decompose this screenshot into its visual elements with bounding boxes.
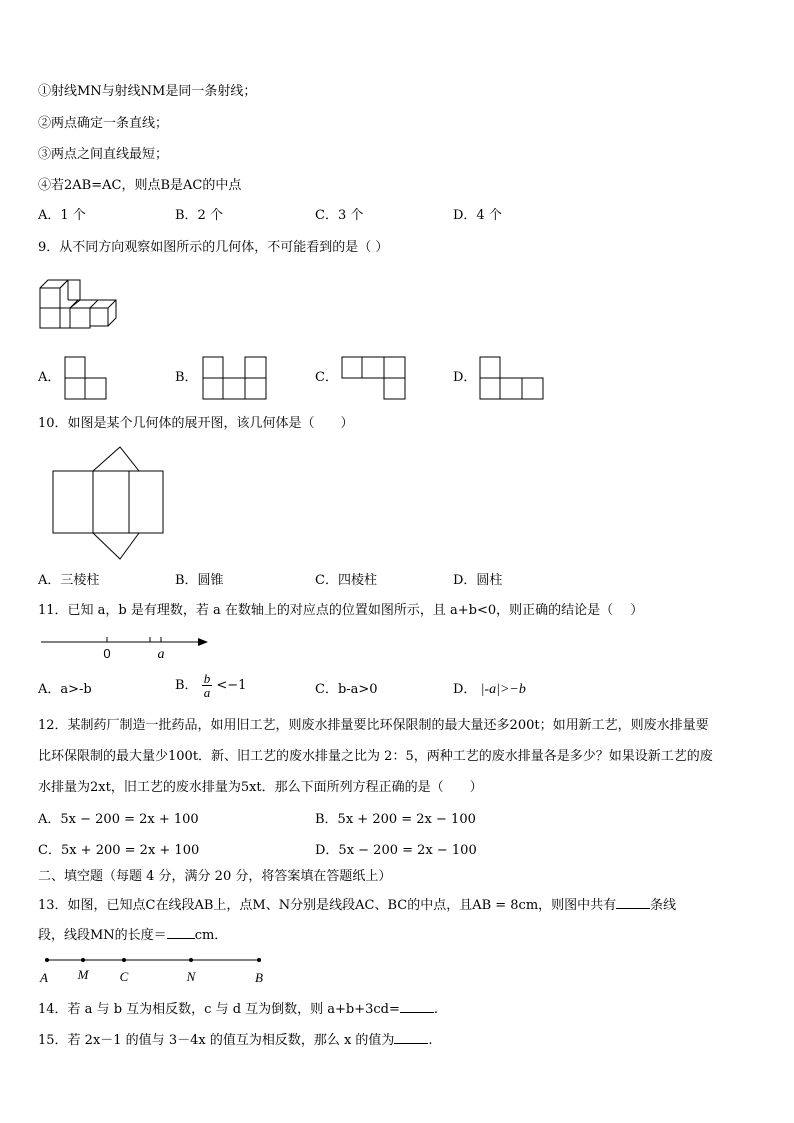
number-line-a-label: a	[157, 647, 165, 662]
q14-text: 14．若 a 与 b 互为相反数，c 与 d 互为倒数，则 a+b+3cd=	[38, 1002, 400, 1017]
q9-solid-figure	[38, 276, 120, 334]
q10-option-c: C．四棱柱	[315, 573, 377, 588]
q11-ticks	[40, 632, 210, 646]
q12-option-d: D．5x − 200 = 2x − 100	[315, 843, 477, 858]
q14-end: .	[433, 1002, 439, 1017]
q9-option-a-label: A．	[38, 370, 61, 385]
q8-option-d: D．4 个	[453, 208, 502, 223]
q9-stem: 9．从不同方向观察如图所示的几何体，不可能看到的是（ ）	[38, 240, 389, 255]
q10-stem: 10．如图是某个几何体的展开图，该几何体是（ ）	[38, 416, 354, 431]
q11-option-b-rest: <−1	[216, 678, 247, 693]
q13-line-1-text: 13．如图，已知点C在线段AB上，点M、N分别是线段AC、BC的中点，且AB = 8cm，则图中共有	[38, 898, 617, 913]
q11-option-d-expr: |-a|>−b	[480, 682, 526, 697]
point-m	[81, 958, 85, 962]
q13-line-2	[38, 926, 227, 944]
q14-line	[38, 1000, 438, 1018]
point-a	[45, 958, 49, 962]
section-2-heading: 二、填空题（每题 4 分，满分 20 分，将答案填在答题纸上）	[38, 869, 392, 884]
q9-option-c-label: C．	[315, 370, 338, 385]
q10-net-figure	[52, 446, 166, 564]
label-c: C	[119, 969, 129, 984]
q9-option-b-figure	[202, 356, 268, 400]
q10-option-a: A．三棱柱	[38, 573, 100, 588]
q12-option-a: A．5x − 200 = 2x + 100	[38, 812, 199, 827]
q14-blank[interactable]	[400, 1000, 434, 1013]
q15-text: 15．若 2x－1 的值与 3－4x 的值互为相反数，那么 x 的值为	[38, 1033, 395, 1048]
label-n: N	[186, 969, 196, 984]
number-line-zero-label: 0	[103, 646, 111, 661]
fraction-denominator: a	[203, 685, 211, 700]
q10-option-d: D．圆柱	[453, 573, 503, 588]
q15-line	[38, 1031, 433, 1049]
q12-option-c: C．5x + 200 = 2x + 100	[38, 843, 200, 858]
q8-option-b: B．2 个	[175, 208, 223, 223]
q12-line-1: 12．某制药厂制造一批药品，如用旧工艺，则废水排量要比环保限制的最大量还多200t；如用新工艺，则废水排量要	[38, 718, 709, 733]
q11-option-b-prefix: B．	[175, 678, 198, 693]
q13-line-2-text: 段，线段MN的长度＝	[38, 928, 167, 943]
label-m: M	[77, 967, 89, 982]
statement-1: ①射线MN与射线NM是同一条射线；	[38, 84, 257, 99]
q15-end: .	[428, 1033, 433, 1048]
q15-blank[interactable]	[394, 1031, 428, 1044]
q11-option-d-prefix: D．	[453, 682, 477, 697]
q11-option-b-fraction	[202, 672, 213, 699]
q11-stem: 11．已知 a，b 是有理数，若 a 在数轴上的对应点的位置如图所示，且 a+b<0，则正确的结论是（ ）	[38, 603, 644, 618]
statement-3: ③两点之间直线最短；	[38, 147, 169, 162]
q8-option-c: C．3 个	[315, 208, 364, 223]
q9-option-a-figure	[64, 356, 108, 400]
statement-4: ④若2AB=AC，则点B是AC的中点	[38, 178, 242, 193]
q13-blank-1[interactable]	[616, 896, 650, 909]
q13-line-1-tail: 条线	[650, 898, 677, 913]
q9-option-c-figure	[341, 356, 407, 400]
q11-option-a: A．a>-b	[38, 682, 92, 697]
q11-option-c: C．b-a>0	[315, 682, 378, 697]
q12-line-3: 水排量为2xt，旧工艺的废水排量为5xt．那么下面所列方程正确的是（ ）	[38, 780, 483, 795]
q11-option-b	[175, 672, 246, 699]
q11-option-d	[453, 682, 526, 698]
point-n	[189, 958, 193, 962]
q13-line-1	[38, 896, 676, 914]
point-b	[257, 958, 261, 962]
q9-option-b-label: B．	[175, 370, 198, 385]
fraction-numerator: b	[203, 671, 211, 686]
q12-option-b: B．5x + 200 = 2x − 100	[315, 812, 476, 827]
q13-blank-2[interactable]	[167, 926, 195, 939]
q9-option-d-figure	[479, 356, 545, 400]
statement-2: ②两点确定一条直线；	[38, 116, 169, 131]
q13-segment-figure	[38, 954, 268, 988]
q12-line-2: 比环保限制的最大量少100t．新、旧工艺的废水排量之比为 2：5，两种工艺的废水排量各是多少？如果设新工艺的废	[38, 749, 713, 764]
q10-option-b: B．圆锥	[175, 573, 224, 588]
point-c	[122, 958, 126, 962]
q8-option-a: A．1 个	[38, 208, 86, 223]
label-a: A	[40, 970, 48, 985]
q13-line-2-tail: cm．	[194, 928, 228, 943]
q9-option-d-label: D．	[453, 370, 477, 385]
label-b: B	[255, 970, 263, 985]
